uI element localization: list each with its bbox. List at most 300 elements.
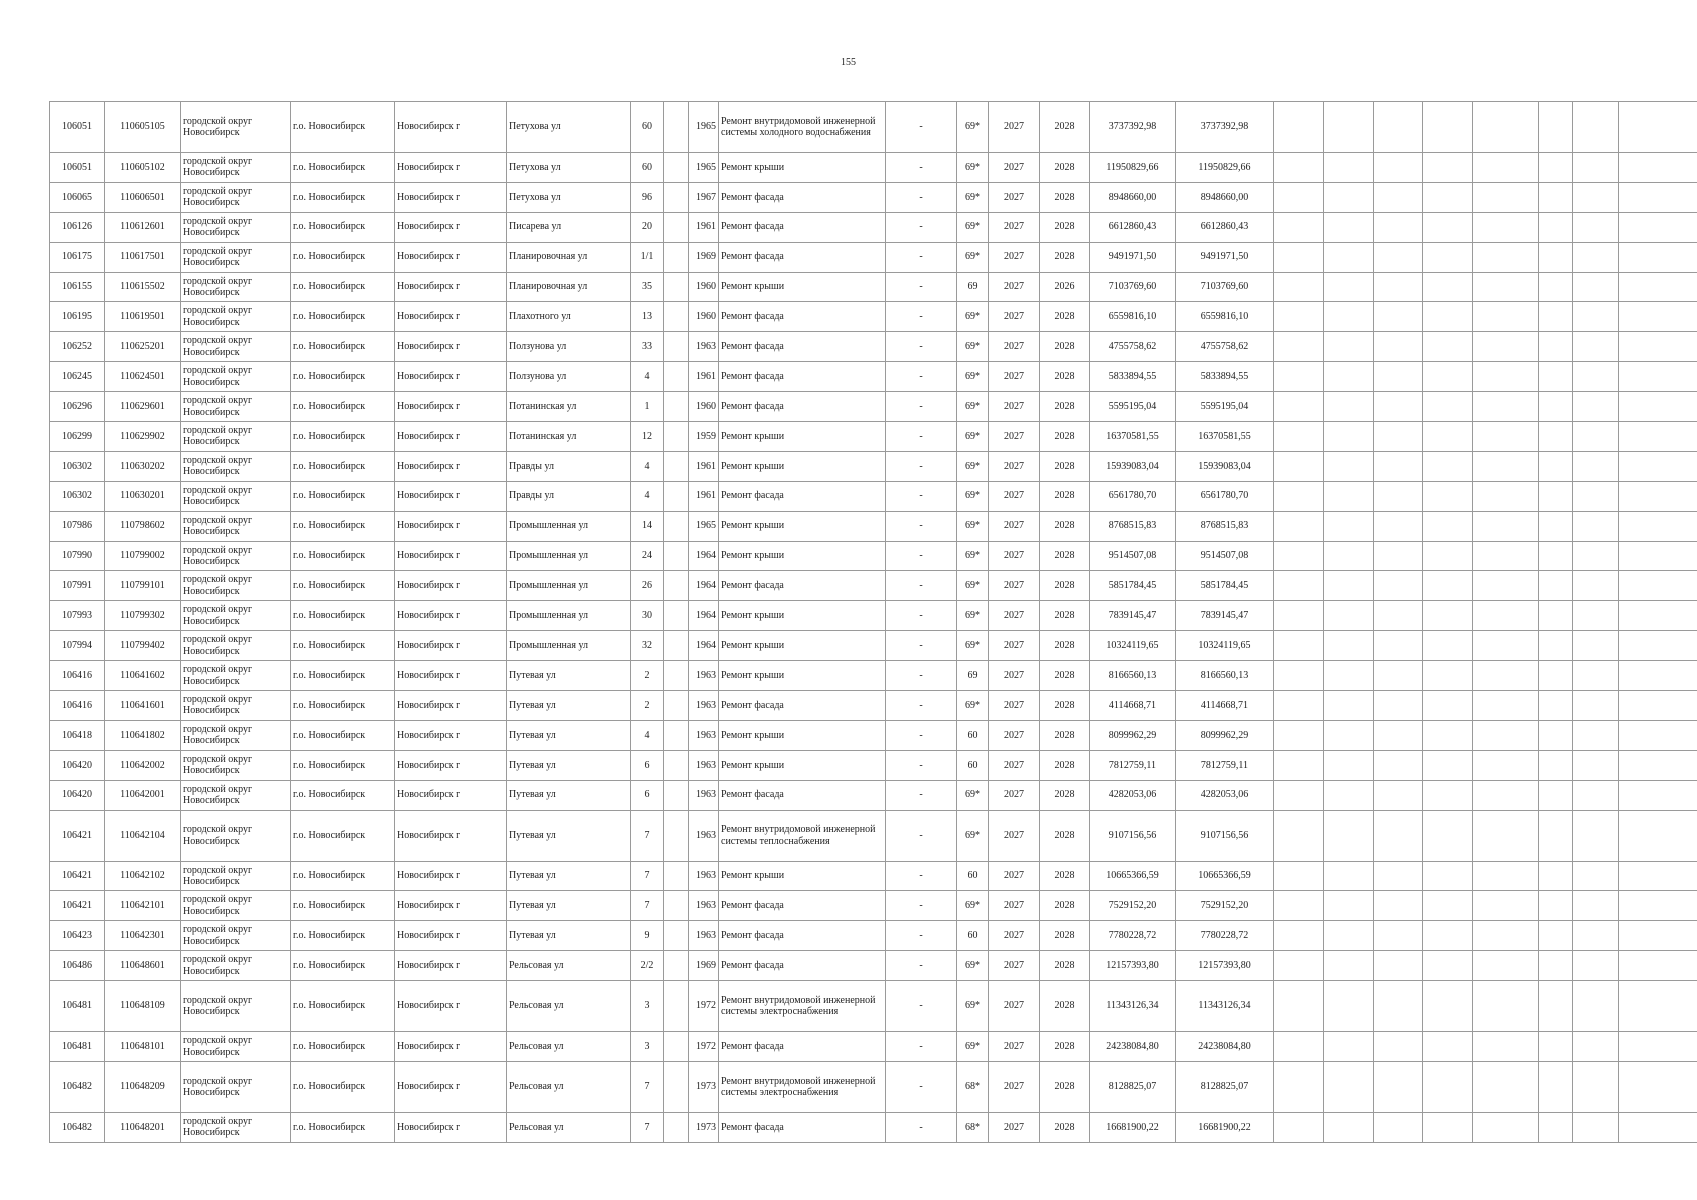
cell-building — [664, 422, 689, 452]
cell-empty — [1324, 392, 1374, 422]
cell-empty — [1473, 921, 1539, 951]
cell-wear: 68* — [957, 1113, 989, 1143]
cell-id: 106155 — [50, 272, 105, 302]
cell-empty — [1473, 511, 1539, 541]
table-row — [50, 921, 1697, 951]
cell-plan-end: 2028 — [1040, 750, 1090, 780]
cell-empty — [1573, 951, 1619, 981]
cell-cost: 6559816,10 — [1090, 302, 1176, 332]
cell-wear: 69* — [957, 601, 989, 631]
cell-year: 1963 — [689, 921, 719, 951]
table-row — [50, 780, 1697, 810]
cell-street: Путевая ул — [507, 691, 631, 721]
cell-empty — [1619, 242, 1697, 272]
cell-wear: 68* — [957, 1062, 989, 1113]
cell-empty — [1324, 750, 1374, 780]
cell-empty — [1324, 242, 1374, 272]
cell-code: 110641802 — [105, 720, 181, 750]
cell-wear: 69* — [957, 1032, 989, 1062]
cell-code: 110648109 — [105, 981, 181, 1032]
cell-empty — [1539, 451, 1573, 481]
cell-cost-total: 16370581,55 — [1176, 422, 1274, 452]
cell-empty — [1473, 780, 1539, 810]
cell-dash: - — [886, 541, 957, 571]
cell-district: г.о. Новосибирск — [291, 362, 395, 392]
cell-empty — [1573, 272, 1619, 302]
cell-cost: 7812759,11 — [1090, 750, 1176, 780]
cell-house: 20 — [631, 212, 664, 242]
cell-empty — [1274, 541, 1324, 571]
cell-plan-start: 2027 — [989, 272, 1040, 302]
cell-id: 106302 — [50, 481, 105, 511]
cell-house: 1 — [631, 392, 664, 422]
cell-empty — [1539, 720, 1573, 750]
cell-street: Рельсовая ул — [507, 1032, 631, 1062]
cell-cost-total: 16681900,22 — [1176, 1113, 1274, 1143]
cell-settlement: Новосибирск г — [395, 891, 507, 921]
cell-cost-total: 6559816,10 — [1176, 302, 1274, 332]
cell-year: 1959 — [689, 422, 719, 452]
cell-empty — [1473, 242, 1539, 272]
cell-empty — [1324, 153, 1374, 183]
cell-work-type: Ремонт фасада — [719, 691, 886, 721]
cell-plan-start: 2027 — [989, 541, 1040, 571]
cell-street: Ползунова ул — [507, 332, 631, 362]
cell-empty — [1573, 691, 1619, 721]
cell-plan-start: 2027 — [989, 392, 1040, 422]
cell-empty — [1324, 302, 1374, 332]
cell-empty — [1473, 981, 1539, 1032]
cell-empty — [1374, 392, 1423, 422]
table-row — [50, 541, 1697, 571]
cell-empty — [1274, 422, 1324, 452]
cell-house: 35 — [631, 272, 664, 302]
table-row — [50, 153, 1697, 183]
cell-year: 1964 — [689, 631, 719, 661]
cell-code: 110629601 — [105, 392, 181, 422]
cell-plan-start: 2027 — [989, 720, 1040, 750]
cell-plan-start: 2027 — [989, 182, 1040, 212]
cell-id: 106245 — [50, 362, 105, 392]
cell-year: 1963 — [689, 750, 719, 780]
cell-house: 60 — [631, 102, 664, 153]
cell-dash: - — [886, 392, 957, 422]
cell-cost-total: 11950829,66 — [1176, 153, 1274, 183]
cell-wear: 69* — [957, 631, 989, 661]
cell-plan-start: 2027 — [989, 362, 1040, 392]
cell-empty — [1324, 631, 1374, 661]
cell-code: 110648209 — [105, 1062, 181, 1113]
cell-year: 1960 — [689, 392, 719, 422]
cell-empty — [1473, 750, 1539, 780]
cell-work-type: Ремонт крыши — [719, 541, 886, 571]
cell-plan-start: 2027 — [989, 302, 1040, 332]
cell-cost-total: 4282053,06 — [1176, 780, 1274, 810]
cell-work-type: Ремонт фасада — [719, 951, 886, 981]
cell-plan-start: 2027 — [989, 1032, 1040, 1062]
cell-building — [664, 720, 689, 750]
cell-year: 1969 — [689, 951, 719, 981]
cell-plan-start: 2027 — [989, 921, 1040, 951]
cell-municipality: городской округ Новосибирск — [181, 541, 291, 571]
cell-wear: 69* — [957, 810, 989, 861]
cell-wear: 69* — [957, 182, 989, 212]
table-row — [50, 481, 1697, 511]
cell-street: Рельсовая ул — [507, 1062, 631, 1113]
table-row — [50, 422, 1697, 452]
cell-empty — [1573, 541, 1619, 571]
cell-empty — [1324, 362, 1374, 392]
cell-id: 106302 — [50, 451, 105, 481]
cell-house: 4 — [631, 720, 664, 750]
cell-district: г.о. Новосибирск — [291, 422, 395, 452]
cell-wear: 69* — [957, 511, 989, 541]
cell-empty — [1374, 511, 1423, 541]
cell-id: 107991 — [50, 571, 105, 601]
cell-cost-total: 5851784,45 — [1176, 571, 1274, 601]
cell-plan-end: 2028 — [1040, 102, 1090, 153]
cell-year: 1963 — [689, 780, 719, 810]
cell-plan-end: 2028 — [1040, 1062, 1090, 1113]
cell-year: 1963 — [689, 691, 719, 721]
cell-settlement: Новосибирск г — [395, 1062, 507, 1113]
cell-empty — [1374, 891, 1423, 921]
cell-building — [664, 810, 689, 861]
cell-empty — [1423, 102, 1473, 153]
cell-empty — [1619, 1032, 1697, 1062]
cell-empty — [1573, 750, 1619, 780]
cell-code: 110612601 — [105, 212, 181, 242]
cell-plan-start: 2027 — [989, 571, 1040, 601]
cell-dash: - — [886, 362, 957, 392]
cell-settlement: Новосибирск г — [395, 102, 507, 153]
cell-work-type: Ремонт фасада — [719, 571, 886, 601]
cell-dash: - — [886, 102, 957, 153]
cell-wear: 69* — [957, 212, 989, 242]
cell-empty — [1619, 541, 1697, 571]
cell-municipality: городской округ Новосибирск — [181, 272, 291, 302]
table-row — [50, 242, 1697, 272]
cell-id: 106051 — [50, 153, 105, 183]
cell-settlement: Новосибирск г — [395, 392, 507, 422]
cell-empty — [1423, 212, 1473, 242]
cell-empty — [1539, 481, 1573, 511]
cell-empty — [1573, 392, 1619, 422]
cell-plan-start: 2027 — [989, 332, 1040, 362]
cell-empty — [1324, 1113, 1374, 1143]
cell-district: г.о. Новосибирск — [291, 661, 395, 691]
cell-empty — [1619, 861, 1697, 891]
cell-empty — [1473, 810, 1539, 861]
cell-street: Путевая ул — [507, 921, 631, 951]
cell-plan-end: 2028 — [1040, 601, 1090, 631]
cell-empty — [1374, 981, 1423, 1032]
cell-empty — [1539, 511, 1573, 541]
cell-empty — [1573, 891, 1619, 921]
cell-empty — [1423, 571, 1473, 601]
cell-work-type: Ремонт фасада — [719, 1113, 886, 1143]
cell-empty — [1539, 571, 1573, 601]
cell-code: 110648601 — [105, 951, 181, 981]
cell-dash: - — [886, 422, 957, 452]
cell-street: Потанинская ул — [507, 392, 631, 422]
cell-dash: - — [886, 481, 957, 511]
cell-empty — [1573, 212, 1619, 242]
cell-plan-end: 2028 — [1040, 861, 1090, 891]
cell-empty — [1539, 1032, 1573, 1062]
cell-wear: 69* — [957, 571, 989, 601]
cell-empty — [1539, 601, 1573, 631]
cell-dash: - — [886, 780, 957, 810]
cell-settlement: Новосибирск г — [395, 631, 507, 661]
cell-id: 106051 — [50, 102, 105, 153]
cell-cost: 9491971,50 — [1090, 242, 1176, 272]
cell-empty — [1573, 362, 1619, 392]
cell-street: Путевая ул — [507, 780, 631, 810]
cell-empty — [1619, 691, 1697, 721]
cell-year: 1961 — [689, 451, 719, 481]
cell-cost: 15939083,04 — [1090, 451, 1176, 481]
cell-empty — [1374, 1032, 1423, 1062]
cell-year: 1963 — [689, 720, 719, 750]
cell-empty — [1539, 921, 1573, 951]
cell-plan-end: 2028 — [1040, 511, 1090, 541]
cell-dash: - — [886, 861, 957, 891]
cell-settlement: Новосибирск г — [395, 1113, 507, 1143]
cell-empty — [1374, 451, 1423, 481]
cell-empty — [1539, 272, 1573, 302]
cell-empty — [1573, 861, 1619, 891]
cell-dash: - — [886, 921, 957, 951]
cell-id: 106126 — [50, 212, 105, 242]
cell-empty — [1619, 481, 1697, 511]
cell-cost-total: 11343126,34 — [1176, 981, 1274, 1032]
cell-empty — [1423, 272, 1473, 302]
cell-district: г.о. Новосибирск — [291, 861, 395, 891]
cell-municipality: городской округ Новосибирск — [181, 571, 291, 601]
cell-house: 7 — [631, 861, 664, 891]
cell-empty — [1539, 750, 1573, 780]
cell-plan-end: 2028 — [1040, 1032, 1090, 1062]
cell-house: 7 — [631, 1113, 664, 1143]
cell-municipality: городской округ Новосибирск — [181, 362, 291, 392]
cell-empty — [1374, 750, 1423, 780]
cell-plan-end: 2028 — [1040, 362, 1090, 392]
cell-plan-start: 2027 — [989, 511, 1040, 541]
cell-plan-start: 2027 — [989, 481, 1040, 511]
cell-work-type: Ремонт крыши — [719, 631, 886, 661]
cell-empty — [1473, 362, 1539, 392]
cell-dash: - — [886, 153, 957, 183]
cell-empty — [1274, 392, 1324, 422]
cell-empty — [1423, 302, 1473, 332]
cell-plan-start: 2027 — [989, 750, 1040, 780]
cell-work-type: Ремонт фасада — [719, 362, 886, 392]
cell-empty — [1324, 1062, 1374, 1113]
cell-cost: 5595195,04 — [1090, 392, 1176, 422]
cell-empty — [1619, 720, 1697, 750]
cell-municipality: городской округ Новосибирск — [181, 691, 291, 721]
cell-settlement: Новосибирск г — [395, 981, 507, 1032]
cell-house: 14 — [631, 511, 664, 541]
cell-code: 110642102 — [105, 861, 181, 891]
cell-empty — [1573, 780, 1619, 810]
cell-plan-start: 2027 — [989, 451, 1040, 481]
cell-building — [664, 511, 689, 541]
cell-empty — [1274, 212, 1324, 242]
cell-empty — [1324, 272, 1374, 302]
cell-settlement: Новосибирск г — [395, 272, 507, 302]
cell-empty — [1573, 631, 1619, 661]
cell-empty — [1573, 242, 1619, 272]
cell-building — [664, 951, 689, 981]
cell-empty — [1324, 921, 1374, 951]
cell-municipality: городской округ Новосибирск — [181, 1113, 291, 1143]
cell-empty — [1423, 1113, 1473, 1143]
cell-empty — [1374, 571, 1423, 601]
cell-district: г.о. Новосибирск — [291, 272, 395, 302]
cell-cost: 10665366,59 — [1090, 861, 1176, 891]
cell-street: Правды ул — [507, 451, 631, 481]
cell-plan-end: 2028 — [1040, 571, 1090, 601]
cell-code: 110642301 — [105, 921, 181, 951]
cell-plan-end: 2028 — [1040, 810, 1090, 861]
cell-dash: - — [886, 661, 957, 691]
cell-work-type: Ремонт крыши — [719, 451, 886, 481]
cell-cost: 11343126,34 — [1090, 981, 1176, 1032]
cell-empty — [1274, 951, 1324, 981]
cell-empty — [1573, 981, 1619, 1032]
cell-empty — [1374, 422, 1423, 452]
cell-empty — [1619, 1113, 1697, 1143]
cell-cost: 7529152,20 — [1090, 891, 1176, 921]
cell-id: 107994 — [50, 631, 105, 661]
cell-empty — [1423, 951, 1473, 981]
cell-empty — [1473, 661, 1539, 691]
cell-district: г.о. Новосибирск — [291, 571, 395, 601]
table-row — [50, 661, 1697, 691]
cell-settlement: Новосибирск г — [395, 661, 507, 691]
cell-empty — [1619, 750, 1697, 780]
cell-empty — [1619, 921, 1697, 951]
cell-district: г.о. Новосибирск — [291, 921, 395, 951]
cell-empty — [1473, 182, 1539, 212]
cell-work-type: Ремонт крыши — [719, 861, 886, 891]
cell-cost-total: 5833894,55 — [1176, 362, 1274, 392]
cell-empty — [1539, 661, 1573, 691]
cell-cost: 11950829,66 — [1090, 153, 1176, 183]
cell-building — [664, 362, 689, 392]
cell-empty — [1374, 153, 1423, 183]
cell-year: 1973 — [689, 1062, 719, 1113]
cell-district: г.о. Новосибирск — [291, 212, 395, 242]
cell-code: 110648201 — [105, 1113, 181, 1143]
cell-year: 1972 — [689, 981, 719, 1032]
cell-building — [664, 661, 689, 691]
cell-empty — [1539, 691, 1573, 721]
cell-municipality: городской округ Новосибирск — [181, 392, 291, 422]
table-row — [50, 182, 1697, 212]
cell-settlement: Новосибирск г — [395, 780, 507, 810]
cell-empty — [1274, 362, 1324, 392]
cell-building — [664, 780, 689, 810]
cell-street: Правды ул — [507, 481, 631, 511]
cell-building — [664, 212, 689, 242]
cell-id: 106423 — [50, 921, 105, 951]
cell-empty — [1473, 1062, 1539, 1113]
cell-id: 106416 — [50, 661, 105, 691]
cell-municipality: городской округ Новосибирск — [181, 1062, 291, 1113]
cell-empty — [1324, 212, 1374, 242]
cell-work-type: Ремонт фасада — [719, 1032, 886, 1062]
cell-id: 106482 — [50, 1113, 105, 1143]
table-row — [50, 810, 1697, 861]
cell-house: 7 — [631, 1062, 664, 1113]
table-row — [50, 861, 1697, 891]
cell-plan-start: 2027 — [989, 1113, 1040, 1143]
cell-cost-total: 7103769,60 — [1176, 272, 1274, 302]
cell-cost-total: 6612860,43 — [1176, 212, 1274, 242]
cell-street: Рельсовая ул — [507, 1113, 631, 1143]
cell-house: 9 — [631, 921, 664, 951]
cell-plan-end: 2028 — [1040, 153, 1090, 183]
cell-cost-total: 8948660,00 — [1176, 182, 1274, 212]
cell-empty — [1473, 720, 1539, 750]
cell-municipality: городской округ Новосибирск — [181, 631, 291, 661]
cell-empty — [1374, 661, 1423, 691]
cell-empty — [1423, 422, 1473, 452]
cell-empty — [1573, 1062, 1619, 1113]
cell-settlement: Новосибирск г — [395, 810, 507, 861]
cell-house: 13 — [631, 302, 664, 332]
cell-plan-end: 2028 — [1040, 780, 1090, 810]
cell-street: Ползунова ул — [507, 362, 631, 392]
cell-work-type: Ремонт фасада — [719, 392, 886, 422]
cell-street: Промышленная ул — [507, 601, 631, 631]
cell-empty — [1619, 422, 1697, 452]
cell-street: Путевая ул — [507, 720, 631, 750]
cell-wear: 69* — [957, 242, 989, 272]
cell-id: 106175 — [50, 242, 105, 272]
cell-cost: 16370581,55 — [1090, 422, 1176, 452]
cell-building — [664, 1032, 689, 1062]
cell-id: 107993 — [50, 601, 105, 631]
cell-building — [664, 861, 689, 891]
cell-settlement: Новосибирск г — [395, 1032, 507, 1062]
cell-dash: - — [886, 272, 957, 302]
cell-empty — [1619, 102, 1697, 153]
cell-dash: - — [886, 691, 957, 721]
cell-plan-start: 2027 — [989, 861, 1040, 891]
cell-year: 1965 — [689, 153, 719, 183]
cell-municipality: городской округ Новосибирск — [181, 481, 291, 511]
cell-empty — [1374, 362, 1423, 392]
cell-building — [664, 891, 689, 921]
cell-empty — [1539, 392, 1573, 422]
cell-cost-total: 9107156,56 — [1176, 810, 1274, 861]
cell-municipality: городской округ Новосибирск — [181, 951, 291, 981]
cell-house: 4 — [631, 451, 664, 481]
cell-municipality: городской округ Новосибирск — [181, 182, 291, 212]
cell-code: 110642104 — [105, 810, 181, 861]
cell-year: 1964 — [689, 541, 719, 571]
cell-work-type: Ремонт крыши — [719, 422, 886, 452]
cell-wear: 69* — [957, 422, 989, 452]
cell-building — [664, 1113, 689, 1143]
cell-empty — [1573, 511, 1619, 541]
cell-empty — [1573, 720, 1619, 750]
cell-building — [664, 601, 689, 631]
